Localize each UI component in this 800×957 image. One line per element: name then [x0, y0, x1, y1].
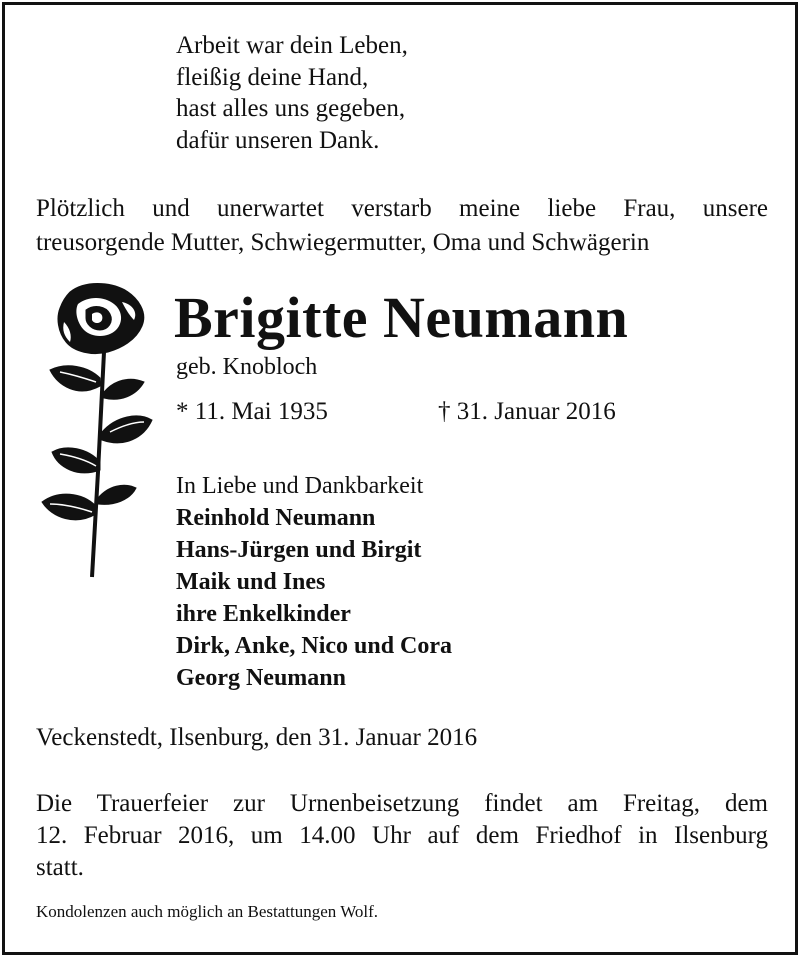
maiden-name: geb. Knobloch [176, 354, 318, 380]
condolence-note: Kondolenzen auch möglich an Bestattungen Wolf. [36, 902, 379, 921]
funeral-details [36, 788, 768, 884]
mourner-name: Dirk, Anke, Nico und Cora [176, 633, 453, 659]
death-announcement [36, 192, 768, 260]
poem-line: fleißig deine Hand, [176, 63, 369, 91]
mourners-heading: In Liebe und Dankbarkeit [176, 473, 424, 499]
rose-icon [30, 282, 160, 582]
poem-line: Arbeit war dein Leben, [176, 32, 408, 59]
place-and-date: Veckenstedt, Ilsenburg, den 31. Januar 2016 [36, 724, 478, 751]
mourner-name: ihre Enkelkinder [176, 601, 351, 627]
death-date: † 31. Januar 2016 [438, 398, 616, 425]
poem-line: hast alles uns gegeben, [176, 95, 406, 122]
mourner-name: Georg Neumann [176, 665, 346, 691]
funeral-line: statt. [36, 854, 84, 881]
funeral-line: 12. Februar 2016, um 14.00 Uhr auf dem Friedhof in Ilsenburg [36, 822, 768, 849]
mourner-name: Maik und Ines [176, 569, 326, 595]
poem-line: dafür unseren Dank. [176, 126, 380, 154]
deceased-name: Brigitte Neumann [174, 285, 629, 350]
birth-date: * 11. Mai 1935 [176, 398, 328, 425]
mourner-name: Hans-Jürgen und Birgit [176, 537, 422, 563]
mourner-name: Reinhold Neumann [176, 505, 376, 531]
memorial-poem [176, 30, 408, 156]
announcement-line: treusorgende Mutter, Schwiegermutter, Oma und Schwägerin [36, 229, 650, 256]
mourners-list [176, 470, 452, 694]
announcement-line: Plötzlich und unerwartet verstarb meine liebe Frau, unsere [36, 195, 768, 222]
funeral-line: Die Trauerfeier zur Urnenbeisetzung findet am Freitag, dem [36, 790, 768, 817]
